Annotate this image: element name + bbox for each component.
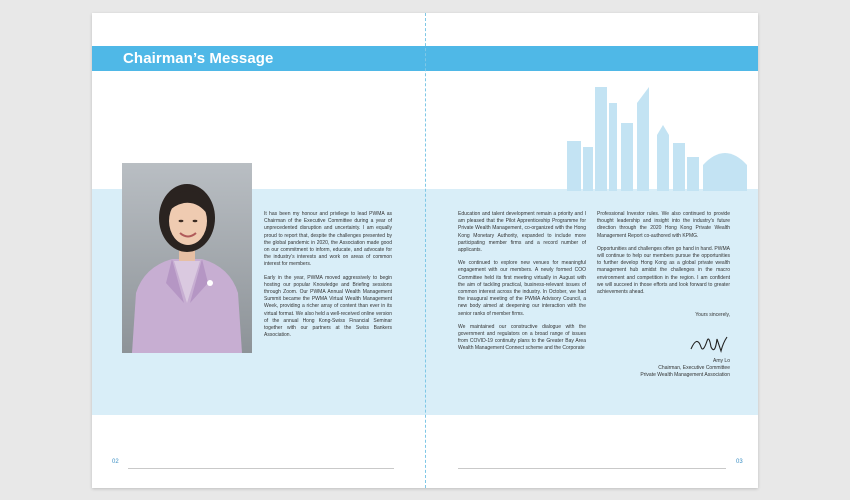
right-text-column-2: [597, 211, 730, 302]
left-page: [92, 13, 425, 488]
paragraph: We continued to explore new venues for meaningful engagement with our members. A newly formed COO Committee held its first meeting virtually in August with the aim of tackling practical, business-relevant issues of common interest across the industry. In October, we had the inaugural meeting of the PWMA Advisory Council, a new body aimed at deepening our interaction with the senior ranks of member firms.: [458, 260, 586, 317]
page-fold: [425, 13, 427, 488]
page-number-right: 03: [736, 459, 743, 465]
chairman-photo: [122, 163, 252, 353]
paragraph: Education and talent development remain a priority and I am pleased that the Pilot Apprenticeship Programme for Private Wealth Management, co-organized with the Hong Kong Monetary Authority, expanded to include more participating member firms and a record number of applicants.: [458, 211, 586, 254]
closing: Yours sincerely,: [695, 312, 730, 318]
signature-graphic: [687, 331, 731, 357]
paragraph: It has been my honour and privilege to lead PWMA as Chairman of the Executive Committee during a year of unprecedented disruption and uncertainty. I am equally proud to report that, despite the challenges presented by the global pandemic in 2020, the Association made good on our commitment to inform, educate, and advocate for the industry’s interests and work on areas of common interest for members.: [264, 211, 392, 268]
signer-organisation: Private Wealth Management Association: [640, 372, 730, 378]
title-band-continued: [425, 46, 758, 71]
paragraph: Opportunities and challenges often go hand in hand. PWMA will continue to help our members pursue the opportunities to further develop Hong Kong as a global private wealth management hub amidst the challenges in the macro environment and competition in the region. I am confident we will succeed in those efforts and look forward to greater achievements ahead.: [597, 245, 730, 296]
page-number-left: 02: [112, 459, 119, 465]
paragraph: We maintained our constructive dialogue with the government and regulators on a broad range of issues from COVID-19 continuity plans to the Greater Bay Area Wealth Management Connect scheme and the Corporate: [458, 323, 586, 352]
signer-title: Chairman, Executive Committee: [658, 365, 730, 371]
right-text-column-1: [458, 211, 586, 359]
page-title: Chairman’s Message: [123, 50, 274, 67]
paragraph: Professional Investor rules. We also continued to provide thought leadership and insight into the industry’s future direction through the 2020 Hong Kong Private Wealth Management Report co-authored with KPMG.: [597, 211, 730, 239]
left-text-column: [264, 211, 392, 345]
signer-name: Amy Lo: [713, 358, 730, 364]
footer-rule: [128, 468, 394, 469]
right-page: [425, 13, 758, 488]
skyline-illustration: [565, 83, 755, 203]
paragraph: Early in the year, PWMA moved aggressively to begin hosting our popular Knowledge and Briefing sessions through Zoom. Our PWMA Annual Wealth Management Summit became the PWMA Virtual Wealth Management Week, providing a richer array of content than ever in its virtual format. We also held a well-received online version of the annual Hong Kong-Swiss Financial Seminar together with our partners at the Swiss Bankers Association.: [264, 274, 392, 339]
footer-rule: [458, 468, 726, 469]
